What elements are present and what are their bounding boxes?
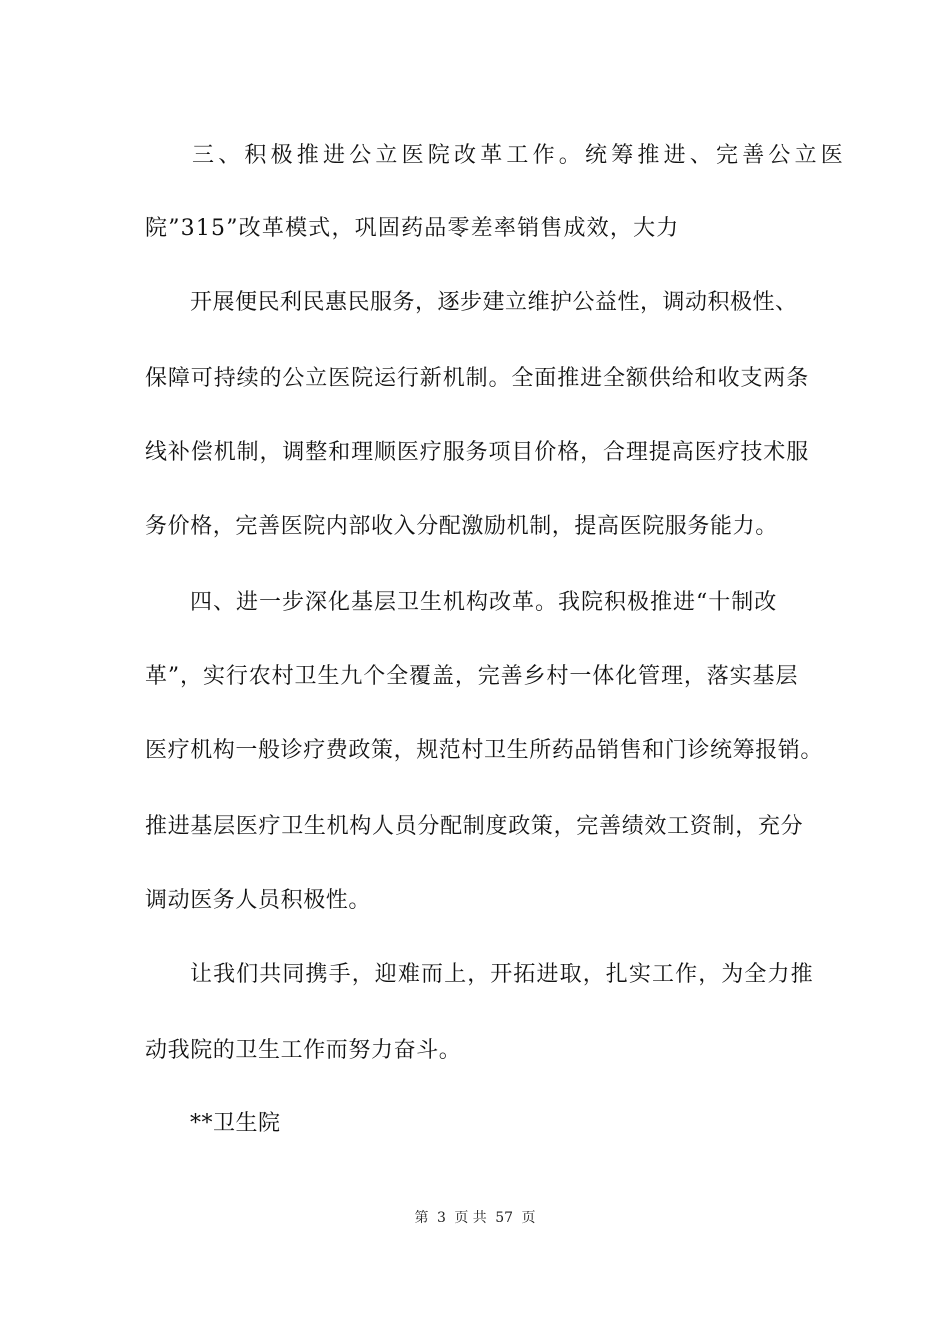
closing-line-2: 动我院的卫生工作而努力奋斗。 — [145, 1038, 462, 1063]
signature-org: **卫生院 — [190, 1111, 281, 1136]
footer-total-pages: 57 — [495, 1210, 514, 1226]
paragraph-4-line-3: 医疗机构一般诊疗费政策，规范村卫生所药品销售和门诊统筹报销。 — [145, 738, 824, 763]
footer-current-page: 3 — [436, 1210, 446, 1226]
closing-line-1: 让我们共同携手，迎难而上，开拓进取，扎实工作，为全力推 — [190, 962, 814, 987]
paragraph-3-line-2: 院”315”改革模式，巩固药品零差率销售成效，大力 — [145, 216, 680, 241]
paragraph-4-line-1: 四、进一步深化基层卫生机构改革。我院积极推进“十制改 — [190, 590, 778, 615]
paragraph-4-line-5: 调动医务人员积极性。 — [145, 888, 372, 913]
footer-prefix: 第 — [414, 1210, 429, 1226]
paragraph-4-line-4: 推进基层医疗卫生机构人员分配制度政策，完善绩效工资制，充分 — [145, 814, 804, 839]
page-footer — [0, 1209, 950, 1227]
paragraph-3-line-5: 线补偿机制，调整和理顺医疗服务项目价格，合理提高医疗技术服 — [145, 440, 810, 465]
footer-suffix: 页 — [521, 1210, 536, 1226]
paragraph-3-line-6: 务价格，完善医院内部收入分配激励机制，提高医院服务能力。 — [145, 514, 778, 539]
paragraph-3-line-1: 三、积极推进公立医院改革工作。统筹推进、完善公立医 — [192, 143, 848, 168]
paragraph-3-line-4: 保障可持续的公立医院运行新机制。全面推进全额供给和收支两条 — [145, 366, 810, 391]
footer-middle: 页 共 — [454, 1210, 487, 1226]
paragraph-4-line-2: 革”，实行农村卫生九个全覆盖，完善乡村一体化管理，落实基层 — [145, 664, 799, 689]
paragraph-3-line-3: 开展便民利民惠民服务，逐步建立维护公益性，调动积极性、 — [190, 290, 798, 315]
